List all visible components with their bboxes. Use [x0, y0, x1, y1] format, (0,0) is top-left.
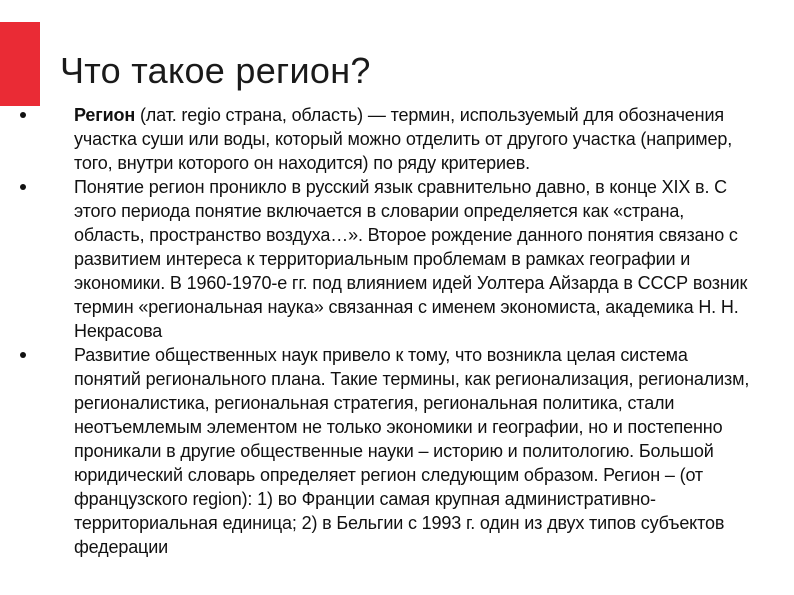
bullet-dot-icon	[20, 184, 26, 190]
bullet-body: Развитие общественных наук привело к тому, что возникла целая система понятий регионального плана. Такие термины, как регионализация, регионализм, регионалистика, региональная стратегия, региональная политика, стали неотъемлемым элементом не только экономики и географии, но и постепенно проникали в другие общественные науки – историю и политологию. Большой юридический словарь определяет регион следующим образом. Регион – (от французского region): 1) во Франции самая крупная административно-территориальная единица; 2) в Бельгии с 1993 г. один из двух типов субъектов федерации	[74, 345, 750, 557]
bullet-dot-icon	[20, 112, 26, 118]
bullet-body: (лат. regio страна, область) — термин, используемый для обозначения участка суши или воды, который можно отделить от другого участка (например, того, внутри которого он находится) по ряду критериев.	[74, 105, 733, 173]
bullet-body: Понятие регион проникло в русский язык сравнительно давно, в конце XIX в. С этого периода понятие включается в словарии определяется как «страна, область, пространство воздуха…». Второе рождение данного понятия связано с развитием интереса к территориальным проблемам в рамках географии и экономики. В 1960-1970-е гг. под влиянием идей Уолтера Айзарда в СССР возник термин «региональная наука» связанная с именем экономиста, академика Н. Н. Некрасова	[74, 177, 748, 341]
bullet-text	[74, 175, 758, 343]
bullet-term: Регион	[74, 105, 136, 125]
bullet-text	[74, 103, 758, 175]
bullet-item-concept-history	[20, 175, 758, 343]
accent-bar	[0, 22, 40, 106]
bullet-item-social-sciences	[20, 343, 758, 559]
bullet-list	[20, 103, 758, 559]
bullet-text	[74, 343, 758, 559]
bullet-dot-icon	[20, 352, 26, 358]
bullet-item-region-definition	[20, 103, 758, 175]
slide-title: Что такое регион?	[60, 50, 371, 91]
